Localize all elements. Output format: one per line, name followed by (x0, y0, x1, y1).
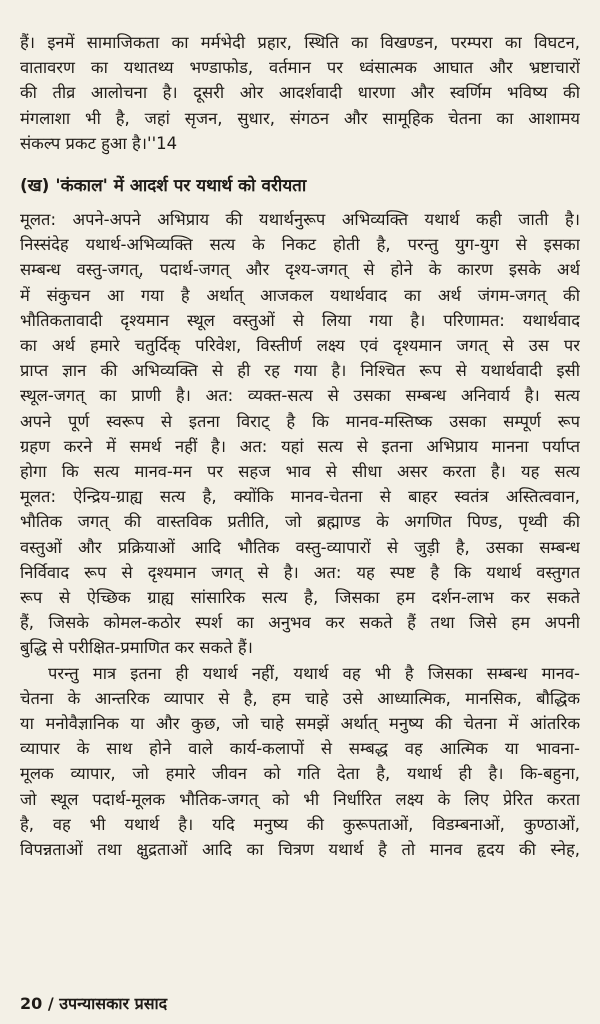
paragraph-line: में संकुचन आ गया है अर्थात् आजकल यथार्थवाद का अर्थ जंगम-जगत् की (20, 285, 580, 305)
paragraph-line: निर्विवाद रूप से दृश्यमान जगत् से है। अत: यह स्पष्ट है कि यथार्थ वस्तुगत (20, 562, 580, 582)
paragraph-line: बुद्धि से परीक्षित-प्रमाणित कर सकते हैं। (20, 638, 253, 658)
paragraph-line: विपन्नताओं तथा क्षुद्रताओं आदि का चित्रण यथार्थ है तो मानव हृदय की स्नेह, (20, 840, 580, 860)
paragraph-line: का अर्थ हमारे चतुर्दिक् परिवेश, विस्तीर्ण लक्ष्य एवं दृश्यमान जगत् से उस पर (20, 336, 580, 356)
paragraph-line: प्राप्त ज्ञान की अभिव्यक्ति से ही रह गया है। निश्चित रूप से यथार्थवादी इसी (20, 361, 580, 381)
paragraph-line: होगा कि सत्य मानव-मन पर सहज भाव से सीधा असर करता है। यह सत्य (20, 462, 580, 482)
paragraph-line: वस्तुओं और प्रक्रियाओं आदि भौतिक वस्तु-व्यापारों से जुड़ी है, उसका सम्बन्ध (20, 537, 580, 557)
paragraph-line: है, वह भी यथार्थ है। यदि मनुष्य की कुरूपताओं, विडम्बनाओं, कुण्ठाओं, (20, 814, 580, 834)
paragraph-line: भौतिकतावादी दृश्यमान स्थूल वस्तुओं से लिया गया है। परिणामत: यथार्थवाद (20, 310, 580, 330)
section-heading: (ख) 'कंकाल' में आदर्श पर यथार्थ को वरीयता (20, 176, 307, 197)
paragraph-line: ग्रहण करने में समर्थ नहीं है। अत: यहां सत्य से इतना अभिप्राय मानना पर्याप्त (20, 436, 580, 456)
paragraph-line: या मनोवैज्ञानिक या और कुछ, जो चाहे समझें अर्थात् मनुष्य की चेतना में आंतरिक (20, 714, 580, 734)
paragraph-2 (20, 661, 580, 863)
quote-line: की तीव्र आलोचना है। दूसरी ओर आदर्शवादी धारणा और स्वर्णिम भविष्य की (20, 83, 580, 103)
paragraph-line: भौतिक जगत् की वास्तविक प्रतीति, जो ब्रह्माण्ड के अगणित पिण्ड, पृथ्वी की (20, 512, 580, 532)
paragraph-line: अपने पूर्ण स्वरूप से इतना विराट् है कि मानव-मस्तिष्क उसका सम्पूर्ण रूप (20, 411, 580, 431)
paragraph-line: स्थूल-जगत् का प्राणी है। अत: व्यक्त-सत्य से उसका सम्बन्ध अनिवार्य है। सत्य (20, 386, 580, 406)
paragraph-line: व्यापार के साथ होने वाले कार्य-कलापों से सम्बद्ध वह आत्मिक या भावना- (20, 739, 580, 759)
paragraph-line: सम्बन्ध वस्तु-जगत्, पदार्थ-जगत् और दृश्य-जगत् से होने के कारण इसके अर्थ (20, 260, 580, 280)
paragraph-line: जो स्थूल पदार्थ-मूलक भौतिक-जगत् को भी निर्धारित लक्ष्य के लिए प्रेरित करता (20, 789, 580, 809)
paragraph-line: हैं, जिसके कोमल-कठोर स्पर्श का अनुभव कर सकते हैं तथा जिसे हम अपनी (20, 613, 580, 633)
quote-line: हैं। इनमें सामाजिकता का मर्मभेदी प्रहार, स्थिति का विखण्डन, परम्परा का विघटन, (20, 33, 580, 52)
paragraph-line: रूप से ऐच्छिक ग्राह्य सांसारिक सत्य है, जिसका हम दर्शन-लाभ कर सकते (20, 588, 580, 608)
paragraph-line: मूलत: ऐन्द्रिय-ग्राह्य सत्य है, क्योंकि मानव-चेतना से बाहर स्वतंत्र अस्तित्ववान, (20, 487, 580, 507)
paragraph-line: मूलत: अपने-अपने अभिप्राय की यथार्थनुरूप अभिव्यक्ति यथार्थ कही जाती है। (20, 210, 580, 230)
quote-line: मंगलाशा भी है, जहां सृजन, सुधार, संगठन और सामूहिक चेतना का आशामय (20, 108, 580, 128)
quote-block (20, 30, 580, 156)
paragraph-line: परन्तु मात्र इतना ही यथार्थ नहीं, यथार्थ वह भी है जिसका सम्बन्ध मानव- (48, 663, 580, 683)
paragraph-line: निस्संदेह यथार्थ-अभिव्यक्ति सत्य के निकट होती है, परन्तु युग-युग से इसका (20, 235, 580, 255)
page-footer: 20 / उपन्यासकार प्रसाद (20, 994, 168, 1013)
paragraph-1 (20, 207, 580, 661)
paragraph-line: मूलक व्यापार, जो हमारे जीवन को गति देता है, यथार्थ ही है। कि-बहुना, (20, 764, 580, 784)
paragraph-line: चेतना के आन्तरिक व्यापार से है, हम चाहे उसे आध्यात्मिक, मानसिक, बौद्धिक (20, 688, 580, 708)
quote-line: वातावरण का यथातथ्य भण्डाफोड, वर्तमान पर ध्वंसात्मक आघात और भ्रष्टाचारों (20, 58, 580, 78)
quote-line: संकल्प प्रकट हुआ है।''14 (20, 133, 178, 153)
